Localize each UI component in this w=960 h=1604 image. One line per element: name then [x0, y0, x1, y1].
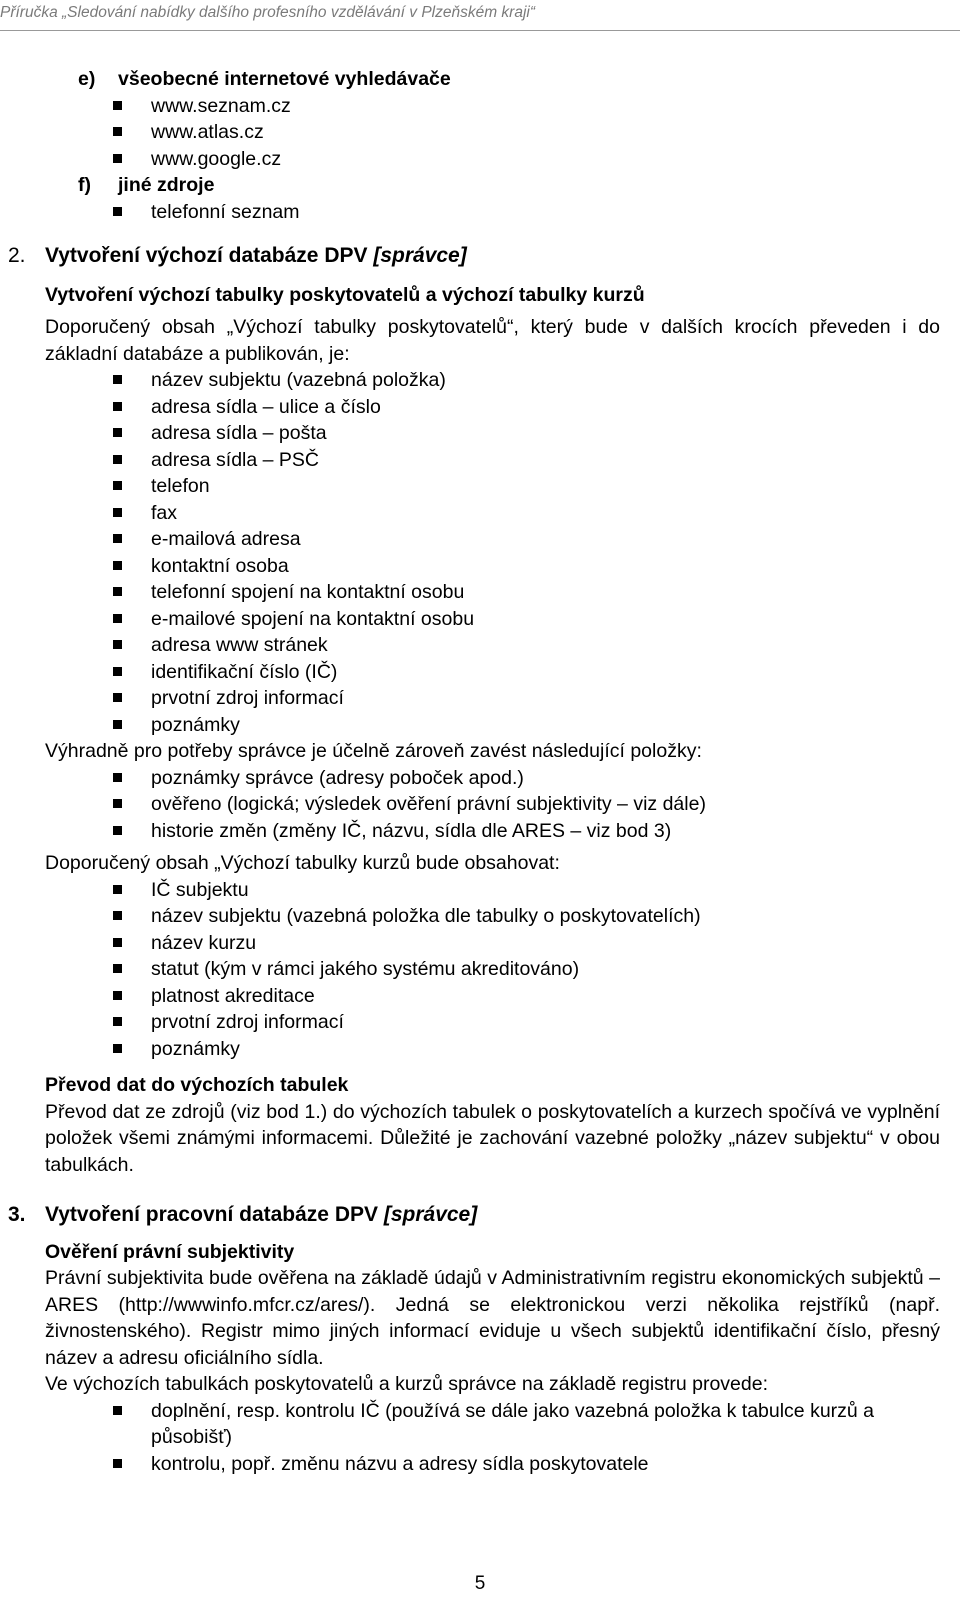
transfer-title: Převod dat do výchozích tabulek: [45, 1074, 349, 1096]
list-f-heading: [78, 172, 940, 199]
admin-fields-intro: Výhradně pro potřeby správce je účelně zároveň zavést následující položky:: [45, 740, 702, 762]
list-item: platnost akreditace: [45, 983, 940, 1010]
list-item: adresa sídla – ulice a číslo: [45, 394, 940, 421]
list-item: doplnění, resp. kontrolu IČ (používá se dále jako vazebná položka k tabulce kurzů a působišť): [45, 1398, 940, 1451]
section-3-intro: Ve výchozích tabulkách poskytovatelů a kurzů správce na základě registru provede:: [45, 1373, 768, 1395]
courses-intro: Doporučený obsah „Výchozí tabulky kurzů bude obsahovat:: [45, 852, 560, 874]
section-2-title: Vytvoření výchozí databáze DPV: [45, 244, 368, 267]
list-item[interactable]: [45, 146, 940, 173]
list-e-heading: [78, 66, 940, 93]
list-item: adresa www stránek: [45, 632, 940, 659]
list-item: adresa sídla – PSČ: [45, 447, 940, 474]
list-item: adresa sídla – pošta: [45, 420, 940, 447]
list-item[interactable]: [45, 93, 940, 120]
list-f-label: f): [78, 174, 91, 196]
transfer-text: Převod dat ze zdrojů (viz bod 1.) do výchozích tabulek o poskytovatelích a kurzech spočívá ve vyplnění položek všemi známými informacemi. Důležité je zachování vazebné položky „název subjektu“ v obou tabulkách.: [45, 1100, 940, 1176]
list-item: prvotní zdroj informací: [45, 1009, 940, 1036]
list-item: e-mailové spojení na kontaktní osobu: [45, 606, 940, 633]
list-f-title: jiné zdroje: [118, 174, 215, 196]
header-title: Příručka „Sledování nabídky dalšího profesního vzdělávání v Plzeňském kraji“: [0, 4, 536, 21]
list-e-items: [45, 93, 940, 173]
page-number: 5: [474, 1573, 486, 1594]
admin-fields-list: [45, 765, 940, 845]
list-item: telefon: [45, 473, 940, 500]
link-seznam[interactable]: www.seznam.cz: [151, 94, 291, 117]
header-divider: [0, 30, 960, 31]
list-e-title: všeobecné internetové vyhledávače: [118, 68, 451, 90]
list-item: kontaktní osoba: [45, 553, 940, 580]
list-item: telefonní seznam: [45, 199, 940, 226]
list-f-items: [45, 199, 940, 226]
section-3-role: [správce]: [383, 1203, 478, 1226]
document-body: [8, 66, 940, 1477]
section-2-role: [správce]: [373, 244, 467, 267]
list-item: název kurzu: [45, 930, 940, 957]
list-item: poznámky: [45, 712, 940, 739]
list-item: telefonní spojení na kontaktní osobu: [45, 579, 940, 606]
section-2-subtitle: Vytvoření výchozí tabulky poskytovatelů a výchozí tabulky kurzů: [45, 283, 645, 306]
list-item: název subjektu (vazebná položka dle tabulky o poskytovatelích): [45, 903, 940, 930]
list-item: poznámky: [45, 1036, 940, 1063]
admin-actions-list: [45, 1398, 940, 1478]
list-item: IČ subjektu: [45, 877, 940, 904]
list-item: název subjektu (vazebná položka): [45, 367, 940, 394]
section-2-heading: [8, 243, 940, 270]
page-header: [0, 0, 960, 32]
course-fields-list: [45, 877, 940, 1063]
list-item: kontrolu, popř. změnu názvu a adresy sídla poskytovatele: [45, 1451, 940, 1478]
section-2-intro: Doporučený obsah „Výchozí tabulky poskytovatelů“, který bude v dalších krocích převeden i do základní databáze a publikován, je:: [45, 316, 940, 365]
list-item: statut (kým v rámci jakého systému akreditováno): [45, 956, 940, 983]
provider-fields-list: [45, 367, 940, 738]
list-item: e-mailová adresa: [45, 526, 940, 553]
section-3-number: 3.: [8, 1203, 26, 1226]
list-item: identifikační číslo (IČ): [45, 659, 940, 686]
list-item[interactable]: [45, 119, 940, 146]
list-item: prvotní zdroj informací: [45, 685, 940, 712]
list-item: fax: [45, 500, 940, 527]
section-3-title: Vytvoření pracovní databáze DPV: [45, 1203, 378, 1226]
list-item: ověřeno (logická; výsledek ověření právní subjektivity – viz dále): [45, 791, 940, 818]
list-item: historie změn (změny IČ, názvu, sídla dle ARES – viz bod 3): [45, 818, 940, 845]
section-3-text: Právní subjektivita bude ověřena na základě údajů v Administrativním registru ekonomických subjektů – ARES (http://wwwinfo.mfcr.cz/ares/). Jedná se elektronickou verzi několika rejstříků (např. živnostenského). Registr mimo jiných informací eviduje u všech subjektů identifikační číslo, přesný název a adresu oficiálního sídla.: [45, 1267, 940, 1369]
list-item: poznámky správce (adresy poboček apod.): [45, 765, 940, 792]
section-3-heading: [8, 1202, 940, 1229]
link-google[interactable]: www.google.cz: [151, 147, 282, 170]
section-2-number: 2.: [8, 244, 26, 267]
link-atlas[interactable]: www.atlas.cz: [151, 121, 264, 143]
section-3-subtitle: Ověření právní subjektivity: [45, 1240, 295, 1263]
list-e-label: e): [78, 68, 96, 90]
